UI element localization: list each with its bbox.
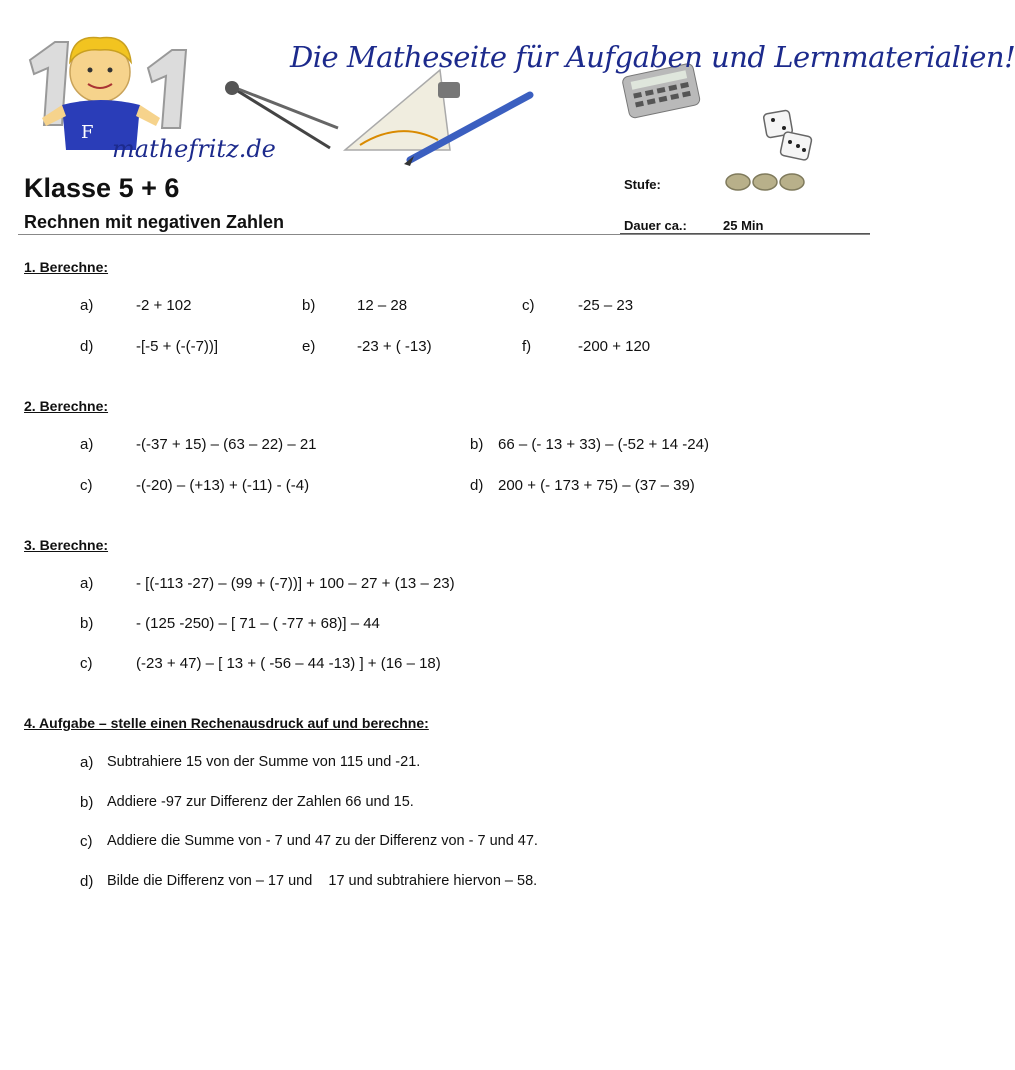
- task-2a-expression: -(-37 + 15) – (63 – 22) – 21: [136, 436, 317, 453]
- task-4a-label: a): [80, 754, 94, 771]
- task-2c-label: c): [80, 477, 93, 494]
- task-1c-label: c): [522, 297, 535, 314]
- section-4-heading: 4. Aufgabe – stelle einen Rechenausdruck auf und berechne:: [24, 715, 429, 731]
- task-2c-expression: -(-20) – (+13) + (-11) - (-4): [136, 477, 310, 494]
- difficulty-coin-icon: [753, 174, 777, 190]
- task-3c-label: c): [80, 655, 93, 672]
- task-1a-label: a): [80, 297, 94, 314]
- site-slogan: Die Matheseite für Aufgaben und Lernmaterialien!: [290, 40, 1015, 74]
- difficulty-coin-icon: [780, 174, 804, 190]
- task-4a-text: Subtrahiere 15 von der Summe von 115 und -21.: [107, 754, 421, 770]
- difficulty-coins-icon: [726, 170, 816, 194]
- task-1e-expression: -23 + ( -13): [357, 338, 432, 355]
- task-1d-label: d): [80, 338, 94, 355]
- task-1f-expression: -200 + 120: [578, 338, 651, 355]
- task-2d-expression: 200 + (- 173 + 75) – (37 – 39): [498, 477, 695, 494]
- task-4b-label: b): [80, 794, 94, 811]
- task-1f-label: f): [522, 338, 532, 355]
- task-3b-label: b): [80, 615, 94, 632]
- task-4c-label: c): [80, 833, 93, 850]
- task-4c-text: Addiere die Summe von - 7 und 47 zu der Differenz von - 7 und 47.: [107, 833, 538, 849]
- sharpener-icon: [438, 82, 460, 98]
- section-1-heading: 1. Berechne:: [24, 259, 109, 275]
- difficulty-level: [726, 170, 816, 194]
- duration-label: Dauer ca.:: [624, 218, 687, 233]
- section-2-heading: 2. Berechne:: [24, 398, 109, 414]
- task-4d-text: Bilde die Differenz von – 17 und 17 und subtrahiere hiervon – 58.: [107, 873, 538, 889]
- duration-underline: [620, 233, 870, 234]
- task-2b-label: b): [470, 436, 484, 453]
- duration-value: 25 Min: [723, 218, 764, 233]
- task-4d-label: d): [80, 873, 94, 890]
- task-1d-expression: -[-5 + (-(-7))]: [136, 338, 219, 355]
- task-1b-label: b): [302, 297, 316, 314]
- task-1b-expression: 12 – 28: [357, 297, 408, 314]
- brand-logo-text: mathefritz.de: [112, 135, 276, 163]
- task-1e-label: e): [302, 338, 316, 355]
- difficulty-coin-icon: [726, 174, 750, 190]
- task-2b-expression: 66 – (- 13 + 33) – (-52 + 14 -24): [498, 436, 709, 453]
- worksheet-subtitle: Rechnen mit negativen Zahlen: [24, 212, 285, 232]
- task-3c-expression: (-23 + 47) – [ 13 + ( -56 – 44 -13) ] + (16 – 18): [136, 655, 441, 672]
- task-3b-expression: - (125 -250) – [ 71 – ( -77 + 68)] – 44: [136, 615, 380, 632]
- task-1a-expression: -2 + 102: [136, 297, 192, 314]
- set-square-icon: [345, 70, 450, 150]
- logo-shirt-letter: F: [81, 122, 94, 143]
- section-3-heading: 3. Berechne:: [24, 537, 109, 553]
- task-1c-expression: -25 – 23: [578, 297, 634, 314]
- stufe-label: Stufe:: [624, 177, 661, 192]
- task-3a-expression: - [(-113 -27) – (99 + (-7))] + 100 – 27 + (13 – 23): [136, 575, 455, 592]
- dice-icon: [763, 110, 812, 161]
- task-4b-text: Addiere -97 zur Differenz der Zahlen 66 und 15.: [107, 794, 414, 810]
- task-2d-label: d): [470, 477, 484, 494]
- header-divider: [18, 234, 870, 235]
- worksheet-title: Klasse 5 + 6: [24, 173, 180, 203]
- task-3a-label: a): [80, 575, 94, 592]
- task-2a-label: a): [80, 436, 94, 453]
